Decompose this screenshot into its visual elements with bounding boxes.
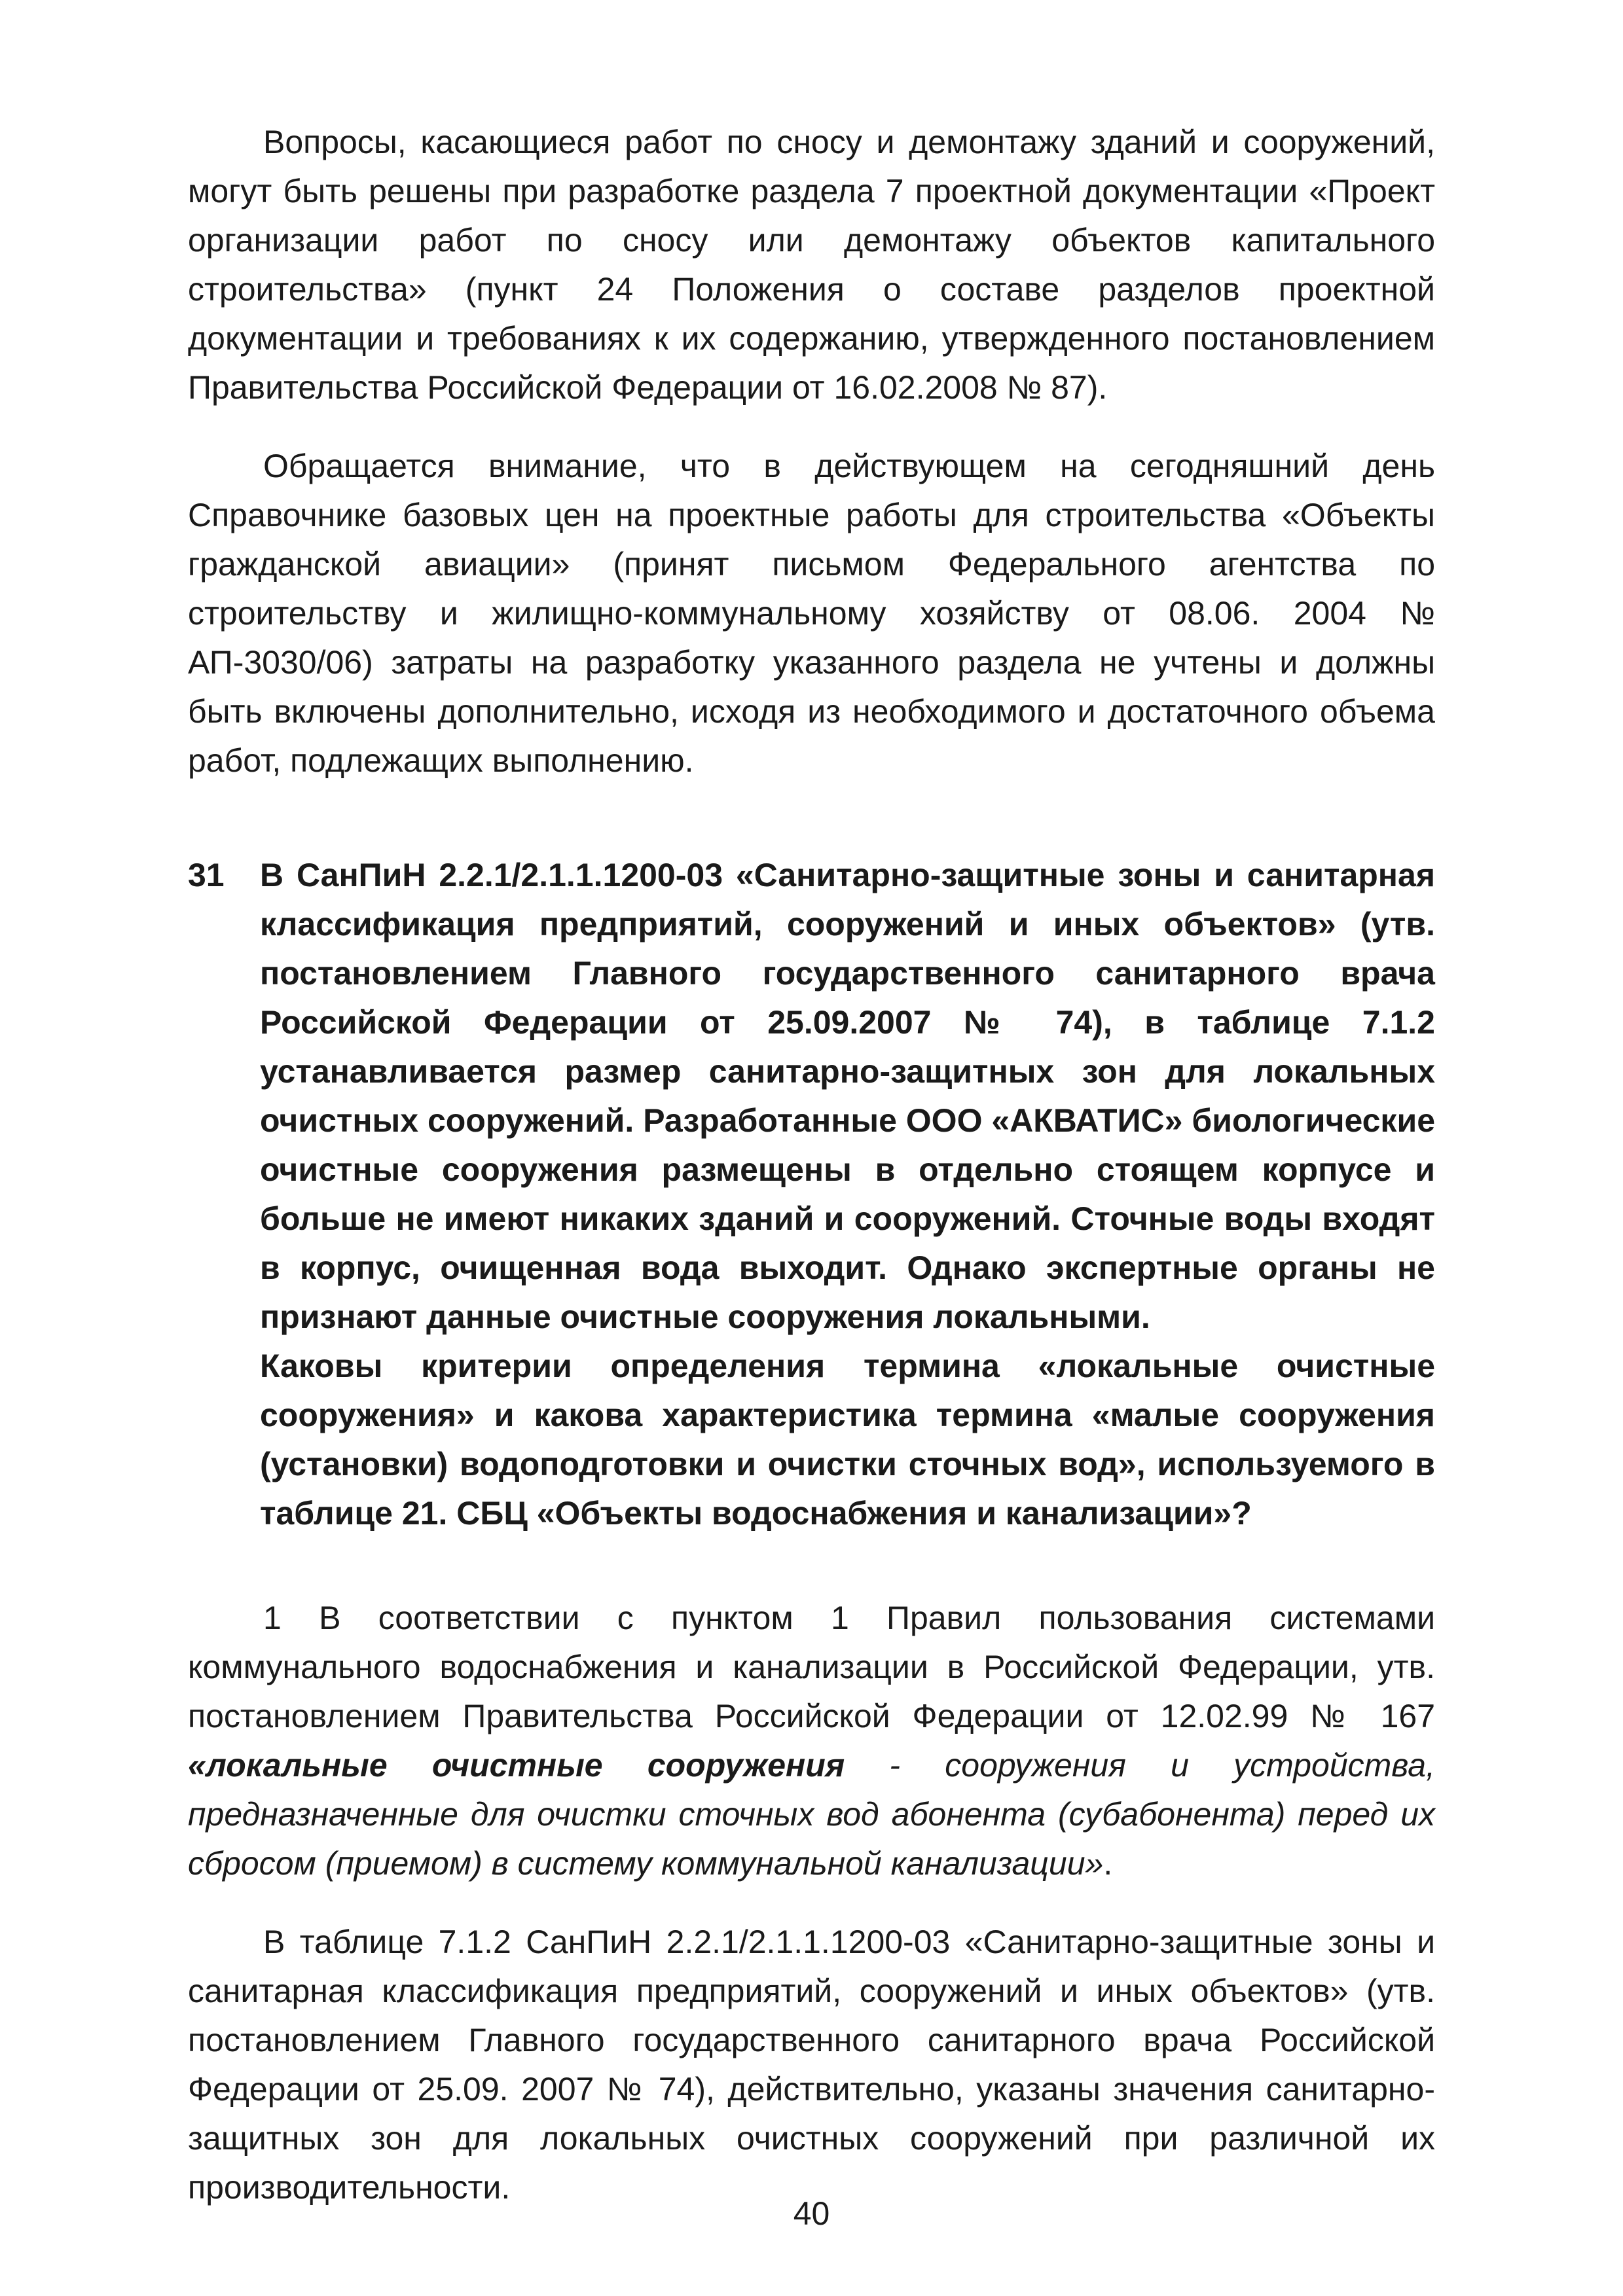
answer-block [188,1594,1435,2212]
answer-p1-term: «локальные очистные сооружения [188,1747,845,1784]
page-number: 40 [793,2195,830,2232]
question-paragraph-2: Каковы критерии определения термина «локальные очистные сооружения» и какова характеристика термина «малые сооружения (установки) водоподготовки и очистки сточных вод», используемого в таблице 21. СБЦ «Объекты водоснабжения и канализации»? [260,1348,1435,1532]
answer-paragraph-2: В таблице 7.1.2 СанПиН 2.2.1/2.1.1.1200-03 «Санитарно-защитные зоны и санитарная классификация предприятий, сооружений и иных объектов» (утв. постановлением Главного государственного санитарного врача Российской Федерации от 25.09. 2007 № 74), действительно, указаны значения санитарно-защитных зон для локальных очистных сооружений при различной их производительности. [188,1924,1435,2206]
intro-paragraph-2: Обращается внимание, что в действующем на сегодняшний день Справочнике базовых цен на проектные работы для строительства «Объекты гражданской авиации» (принят письмом Федерального агентства по строительству и жилищно-коммунальному хозяйству от 08.06. 2004 № АП-3030/06) затраты на разработку указанного раздела не учтены и должны быть включены дополнительно, исходя из необходимого и достаточного объема работ, подлежащих выполнению. [188,448,1435,779]
answer-p1-lead: 1 В соответствии с пунктом 1 Правил пользования системами коммунального водоснабжения и канализации в Российской Федерации, утв. постановлением Правительства Российской Федерации от 12.02.99 № 167 [188,1600,1435,1734]
document-page [188,118,1435,2242]
question-body [260,851,1435,1538]
question-block [188,851,1435,1538]
answer-paragraph-1 [188,1594,1435,1888]
answer-p1-end: . [1103,1845,1113,1882]
intro-paragraph-1: Вопросы, касающиеся работ по сносу и демонтажу зданий и сооружений, могут быть решены при разработке раздела 7 проектной документации «Проект организации работ по сносу или демонтажу объектов капитального строительства» (пункт 24 Положения о составе разделов проектной документации и требованиях к их содержанию, утвержденного постановлением Правительства Российской Федерации от 16.02.2008 № 87). [188,124,1435,406]
question-number: 31 [188,857,225,893]
answer-p1-definition: - сооружения и устройства, предназначенные для очистки сточных вод абонента (субабонента) перед их сбросом (приемом) в систему коммунальной канализации» [188,1747,1435,1882]
question-paragraph-1: В СанПиН 2.2.1/2.1.1.1200-03 «Санитарно-защитные зоны и санитарная классификация предприятий, сооружений и иных объектов» (утв. постановлением Главного государственного санитарного врача Российской Федерации от 25.09.2007 № 74), в таблице 7.1.2 устанавливается размер санитарно-защитных зон для локальных очистных сооружений. Разработанные ООО «АКВАТИС» биологические очистные сооружения размещены в отдельно стоящем корпусе и больше не имеют никаких зданий и сооружений. Сточные воды входят в корпус, очищенная вода выходит. Однако экспертные органы не признают данные очистные сооружения локальными. [260,857,1435,1335]
